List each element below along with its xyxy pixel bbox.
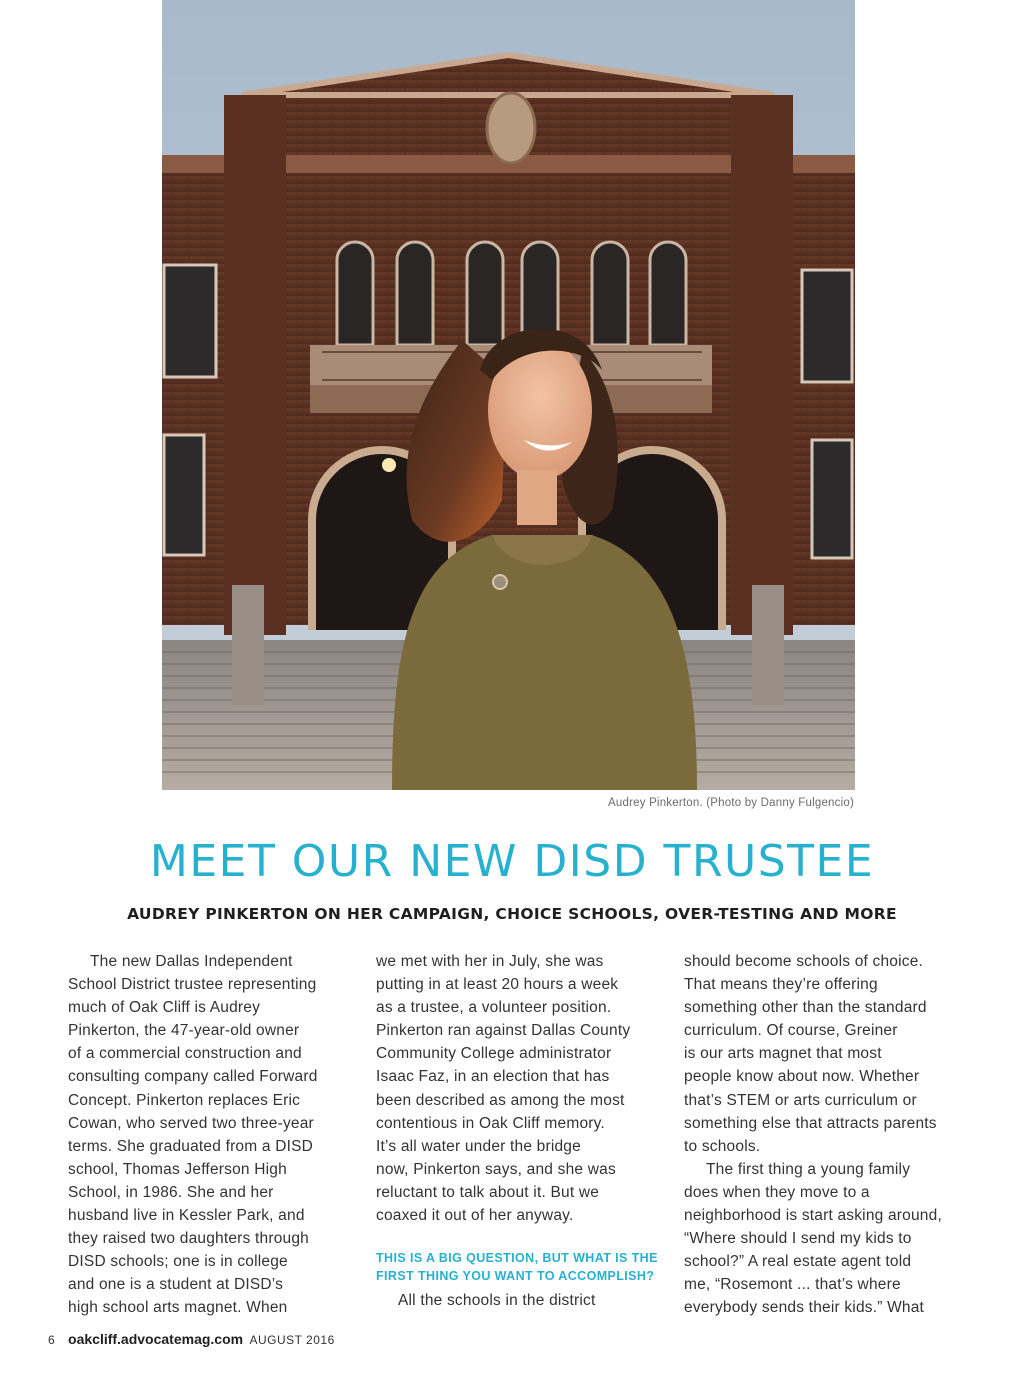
interview-question	[376, 1250, 658, 1285]
text-line: now, Pinkerton says, and she was	[376, 1160, 616, 1178]
text-line: The new Dallas Independent	[90, 953, 293, 970]
text-line: something else that attracts parents	[684, 1114, 937, 1132]
text-line: been described as among the most	[376, 1091, 625, 1109]
text-line: does when they move to a	[684, 1183, 870, 1201]
text-line: is our arts magnet that most	[684, 1045, 882, 1063]
text-line: to schools.	[684, 1137, 761, 1155]
article-column-1	[68, 950, 350, 1320]
text-line: everybody sends their kids.” What	[684, 1299, 925, 1317]
issue-date: AUGUST 2016	[249, 1333, 335, 1347]
question-line: THIS IS A BIG QUESTION, BUT WHAT IS THE	[376, 1251, 658, 1266]
text-line: they raised two daughters through	[68, 1230, 309, 1248]
text-line: It’s all water under the bridge	[376, 1137, 581, 1155]
text-line: school?” A real estate agent told	[684, 1253, 912, 1271]
text-line: much of Oak Cliff is Audrey	[68, 999, 261, 1017]
text-line: Concept. Pinkerton replaces Eric	[68, 1091, 301, 1109]
article-column-3	[684, 950, 966, 1320]
school-building-portrait-illustration	[162, 0, 855, 790]
text-line: putting in at least 20 hours a week	[376, 976, 619, 994]
hero-photo	[162, 0, 855, 790]
text-line: Cowan, who served two three-year	[68, 1114, 314, 1132]
photo-caption: Audrey Pinkerton. (Photo by Danny Fulgencio)	[608, 797, 854, 809]
text-line: me, “Rosemont ... that’s where	[684, 1276, 901, 1294]
article-headline: MEET OUR NEW DISD TRUSTEE	[149, 836, 875, 887]
text-line: All the schools in the district	[398, 1292, 596, 1310]
text-line: high school arts magnet. When	[68, 1299, 288, 1317]
text-line: “Where should I send my kids to	[684, 1230, 912, 1248]
page-footer	[48, 1331, 335, 1347]
text-line: That means they’re offering	[684, 976, 878, 994]
text-line: should become schools of choice.	[684, 953, 924, 970]
text-line: as a trustee, a volunteer position.	[376, 999, 612, 1017]
text-line: School District trustee representing	[68, 976, 317, 994]
text-line: husband live in Kessler Park, and	[68, 1207, 305, 1225]
text-line: curriculum. Of course, Greiner	[684, 1022, 898, 1040]
text-line: Isaac Faz, in an election that has	[376, 1068, 610, 1086]
page-number: 6	[48, 1333, 55, 1347]
text-line: Pinkerton, the 47-year-old owner	[68, 1022, 300, 1040]
text-line: School, in 1986. She and her	[68, 1183, 274, 1201]
text-line: consulting company called Forward	[68, 1068, 318, 1086]
text-line: Community College administrator	[376, 1045, 612, 1063]
article-subhead: AUDREY PINKERTON ON HER CAMPAIGN, CHOICE SCHOOLS, OVER-TESTING AND MORE	[127, 905, 897, 923]
website-link[interactable]: oakcliff.advocatemag.com	[68, 1331, 244, 1347]
text-line: reluctant to talk about it. But we	[376, 1183, 600, 1201]
text-line: DISD schools; one is in college	[68, 1253, 288, 1271]
text-line: contentious in Oak Cliff memory.	[376, 1114, 605, 1132]
text-line: people know about now. Whether	[684, 1068, 920, 1086]
text-line: that’s STEM or arts curriculum or	[684, 1091, 917, 1109]
question-line: FIRST THING YOU WANT TO ACCOMPLISH?	[376, 1268, 655, 1283]
text-line: of a commercial construction and	[68, 1045, 302, 1063]
article-column-2	[376, 950, 658, 1312]
text-line: school, Thomas Jefferson High	[68, 1160, 287, 1178]
text-line: coaxed it out of her anyway.	[376, 1207, 574, 1225]
text-line: The first thing a young family	[706, 1160, 911, 1178]
text-line: and one is a student at DISD’s	[68, 1276, 284, 1294]
text-line: something other than the standard	[684, 999, 927, 1017]
text-line: Pinkerton ran against Dallas County	[376, 1022, 631, 1040]
text-line: neighborhood is start asking around,	[684, 1207, 942, 1225]
text-line: we met with her in July, she was	[376, 953, 604, 970]
text-line: terms. She graduated from a DISD	[68, 1137, 314, 1155]
